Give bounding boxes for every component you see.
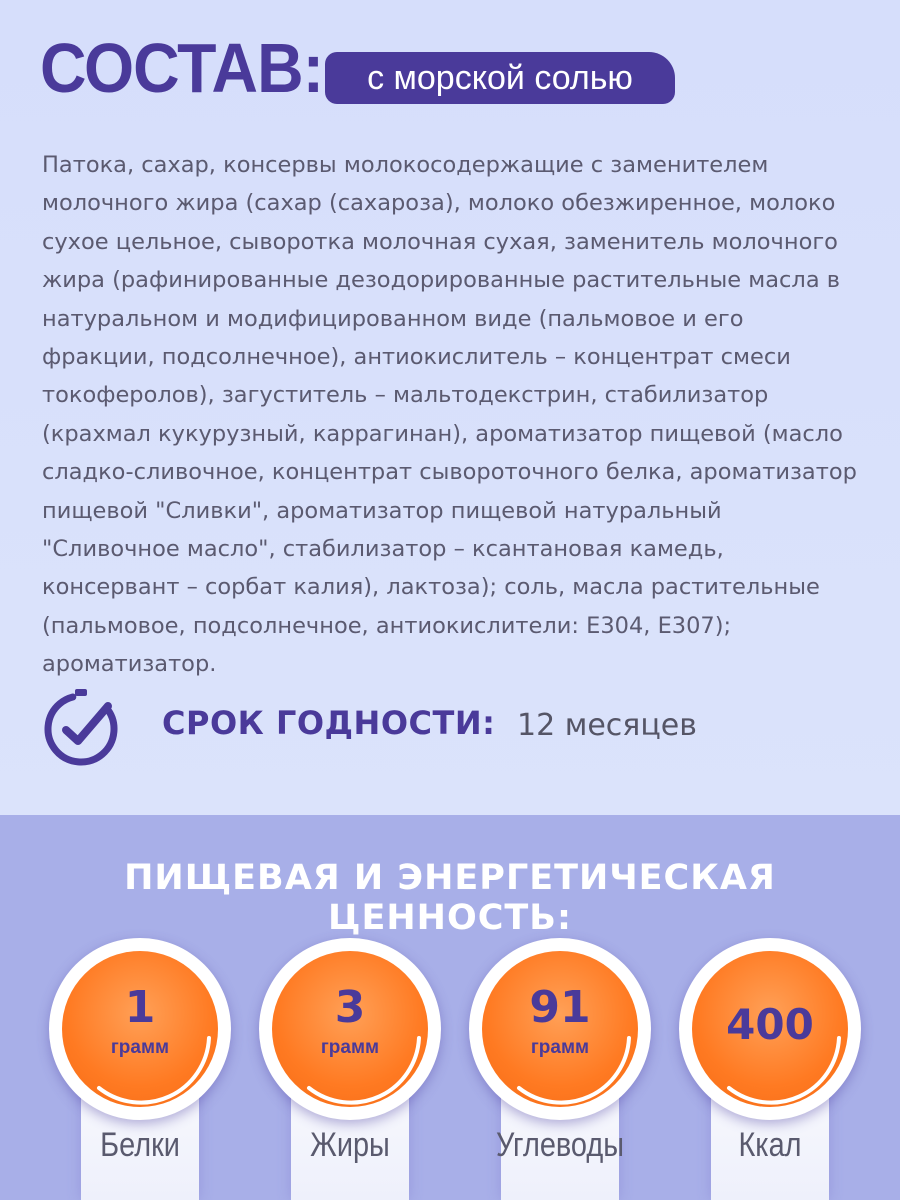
nutrition-card-carbs <box>465 938 655 1200</box>
nutrition-card-kcal <box>675 938 865 1200</box>
kcal-label: Ккал <box>738 1126 802 1164</box>
kcal-value: 400 <box>726 1000 814 1049</box>
fat-label: Жиры <box>310 1126 390 1164</box>
fat-value: 3 <box>334 982 366 1033</box>
fat-unit: грамм <box>320 1037 380 1058</box>
carbs-label: Углеводы <box>495 1126 625 1164</box>
shelf-life-label: СРОК ГОДНОСТИ: <box>162 704 496 742</box>
protein-label: Белки <box>100 1126 180 1164</box>
variant-badge: с морской солью <box>325 52 675 104</box>
clock-check-icon <box>38 684 124 770</box>
nutrition-card-protein <box>45 938 235 1200</box>
nutrition-card-fat <box>255 938 445 1200</box>
nutrition-title: ПИЩЕВАЯ И ЭНЕРГЕТИЧЕСКАЯ ЦЕННОСТЬ: <box>124 858 776 938</box>
value-badge <box>469 938 651 1120</box>
carbs-value: 91 <box>529 982 591 1033</box>
shelf-life-value: 12 месяцев <box>517 708 697 743</box>
value-badge <box>679 938 861 1120</box>
value-badge <box>49 938 231 1120</box>
value-badge <box>259 938 441 1120</box>
protein-unit: грамм <box>110 1037 170 1058</box>
protein-value: 1 <box>124 982 156 1033</box>
carbs-unit: грамм <box>530 1037 590 1058</box>
composition-title: СОСТАВ: <box>40 29 324 107</box>
ingredients-text: Патока, сахар, консервы молокосодержащие с заменителем молочного жира (сахар (сахароза), молоко обезжиренное, молоко сухое цельное, сыворотка молочная сухая, заменитель молочного жира (рафинированные дезодорированные растительные масла в натуральном и модифицированном виде (пальмовое и его фракции, подсолнечное), антиокислитель – концентрат смеси токоферолов), загуститель – мальтодекстрин, стабилизатор (крахмал кукурузный, каррагинан), ароматизатор пищевой (масло сладко-сливочное, концентрат сывороточного белка, ароматизатор пищевой "Сливки", ароматизатор пищевой натуральный "Сливочное масло", стабилизатор – ксантановая камедь, консервант – сорбат калия), лактоза); соль, масла растительные (пальмовое, подсолнечное, антиокислители: Е304, Е307); ароматизатор. <box>42 152 857 678</box>
